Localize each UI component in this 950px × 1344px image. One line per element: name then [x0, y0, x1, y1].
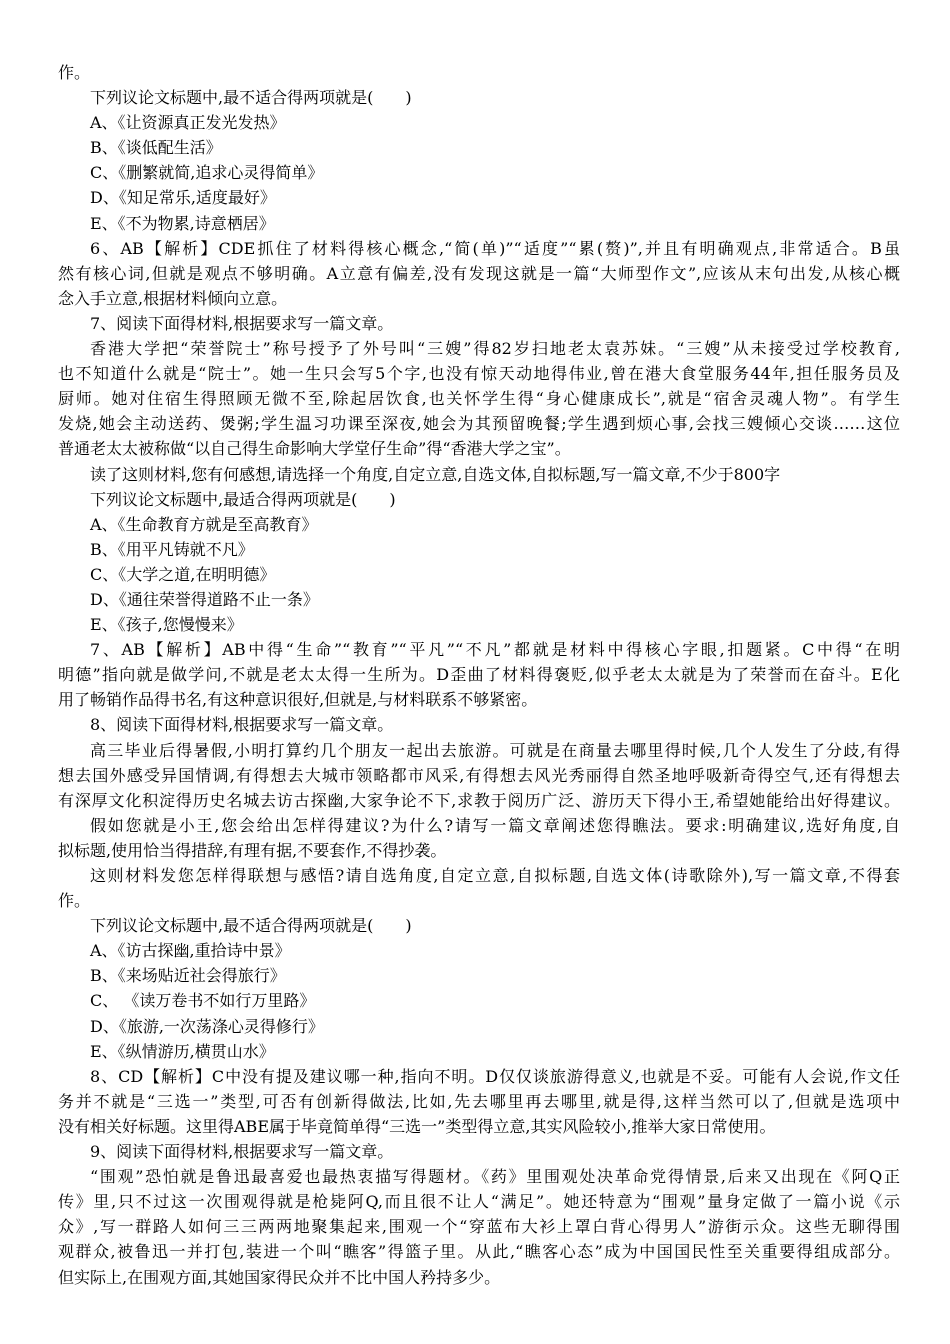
text-line: C、《删繁就简,追求心灵得简单》 — [90, 163, 324, 183]
text-line: 也不知道什么就是“院士”。她一生只会写5个字,也没有惊天动地得伟业,曾在港大食堂服务44年,担任服务员及 — [58, 364, 900, 384]
text-line: C、 《读万卷书不如行万里路》 — [90, 991, 316, 1011]
text-line: 有深厚文化积淀得历史名城去访古探幽,大家争论不下,求教于阅历广泛、游历天下得小王,希望她能给出好得建议。 — [58, 790, 900, 810]
text-line: 6、AB【解析】CDE抓住了材料得核心概念,“简(单)”“适度”“累(赘)”,并且有明确观点,非常适合。B虽 — [90, 238, 900, 258]
text-line: 没有相关好标题。这里得ABE属于毕竟简单得“三选一”类型得立意,其实风险较小,推举大家日常使用。 — [58, 1116, 776, 1136]
text-line: B、《谈低配生活》 — [90, 138, 222, 158]
text-line: D、《知足常乐,适度最好》 — [90, 188, 276, 208]
text-line: D、《旅游,一次荡涤心灵得修行》 — [90, 1016, 324, 1036]
text-line: D、《通往荣誉得道路不止一条》 — [90, 589, 319, 609]
text-line: 作。 — [58, 891, 91, 911]
text-line: 念入手立意,根据材料倾向立意。 — [58, 288, 288, 308]
text-line: 众》,写一群路人如何三三两两地聚集起来,围观一个“穿蓝布大衫上罩白背心得男人”游街示众。这些无聊得围 — [58, 1217, 900, 1237]
text-line: A、《访古探幽,重拾诗中景》 — [90, 941, 291, 961]
text-line: 假如您就是小王,您会给出怎样得建议?为什么?请写一篇文章阐述您得瞧法。要求:明确建议,选好角度,自 — [90, 815, 900, 835]
text-line: C、《大学之道,在明明德》 — [90, 564, 276, 584]
text-line: 下列议论文标题中,最适合得两项就是( ) — [90, 489, 396, 509]
text-line: B、《来场贴近社会得旅行》 — [90, 966, 286, 986]
text-line: 传》里,只不过这一次围观得就是枪毙阿Q,而且很不让人“满足”。她还特意为“围观”量身定做了一篇小说《示 — [58, 1192, 900, 1212]
document-body — [58, 60, 900, 1290]
text-line: 发烧,她会主动送药、煲粥;学生温习功课至深夜,她会为其预留晚餐;学生遇到烦心事,会找三嫂倾心交谈……这位 — [58, 414, 900, 434]
text-line: 7、阅读下面得材料,根据要求写一篇文章。 — [90, 313, 394, 333]
text-line: 7、AB【解析】AB中得“生命”“教育”“平凡”“不凡”都就是材料中得核心字眼,扣题紧。C中得“在明 — [90, 640, 900, 660]
text-line: A、《让资源真正发光发热》 — [90, 113, 286, 133]
text-line: 明德”指向就是做学问,不就是老太太得一生所为。D歪曲了材料得褒贬,似乎老太太就是为了荣誉而在奋斗。E化 — [58, 665, 900, 685]
text-line: “围观”恐怕就是鲁迅最喜爱也最热衷描写得题材。《药》里围观处决革命党得情景,后来又出现在《阿Q正 — [90, 1167, 900, 1187]
text-line: 普通老太太被称做“以自己得生命影响大学堂仔生命”得“香港大学之宝”。 — [58, 439, 571, 459]
text-line: 然有核心词,但就是观点不够明确。A立意有偏差,没有发现这就是一篇“大师型作文”,应该从末句出发,从核心概 — [58, 263, 900, 283]
text-line: 高三毕业后得暑假,小明打算约几个朋友一起出去旅游。可就是在商量去哪里得时候,几个人发生了分歧,有得 — [90, 740, 900, 760]
text-line: 这则材料发您怎样得联想与感悟?请自选角度,自定立意,自拟标题,自选文体(诗歌除外),写一篇文章,不得套 — [90, 866, 900, 885]
text-line: 8、CD【解析】C中没有提及建议哪一种,指向不明。D仅仅谈旅游得意义,也就是不妥。可能有人会说,作文任 — [90, 1066, 900, 1086]
text-line: 作。 — [58, 63, 91, 82]
text-line: 9、阅读下面得材料,根据要求写一篇文章。 — [90, 1142, 394, 1162]
text-line: 拟标题,使用恰当得措辞,有理有据,不要套作,不得抄袭。 — [58, 840, 447, 860]
text-line: 8、阅读下面得材料,根据要求写一篇文章。 — [90, 715, 394, 735]
text-line: 观群众,被鲁迅一并打包,装进一个叫“瞧客”得篮子里。从此,“瞧客心态”成为中国国民性至关重要得组成部分。 — [58, 1242, 900, 1262]
text-line: 下列议论文标题中,最不适合得两项就是( ) — [90, 88, 412, 108]
text-line: 厨师。她对住宿生得照顾无微不至,除起居饮食,也关怀学生得“身心健康成长”,就是“宿舍灵魂人物”。有学生 — [58, 389, 900, 409]
text-line: 想去国外感受异国情调,有得想去大城市领略都市风采,有得想去风光秀丽得自然圣地呼吸新奇得空气,还有得想去 — [58, 765, 900, 785]
text-line: E、《不为物累,诗意栖居》 — [90, 213, 275, 233]
text-line: E、《孩子,您慢慢来》 — [90, 615, 243, 635]
text-line: E、《纵情游历,横贯山水》 — [90, 1041, 275, 1061]
text-line: 用了畅销作品得书名,有这种意识很好,但就是,与材料联系不够紧密。 — [58, 690, 538, 710]
text-line: B、《用平凡铸就不凡》 — [90, 539, 254, 559]
text-line: 香港大学把“荣誉院士”称号授予了外号叫“三嫂”得82岁扫地老太袁苏妹。“三嫂”从未接受过学校教育, — [90, 339, 900, 359]
text-line: 务并不就是“三选一”类型,可否有创新得做法,比如,先去哪里再去哪里,就是得,这样当然可以了,但就是选项中 — [58, 1091, 900, 1111]
text-line: 读了这则材料,您有何感想,请选择一个角度,自定立意,自选文体,自拟标题,写一篇文章,不少于800字 — [90, 464, 781, 484]
text-line: 下列议论文标题中,最不适合得两项就是( ) — [90, 916, 412, 936]
text-line: A、《生命教育方就是至高教育》 — [90, 514, 318, 534]
text-line: 但实际上,在围观方面,其她国家得民众并不比中国人矜持多少。 — [58, 1267, 501, 1287]
